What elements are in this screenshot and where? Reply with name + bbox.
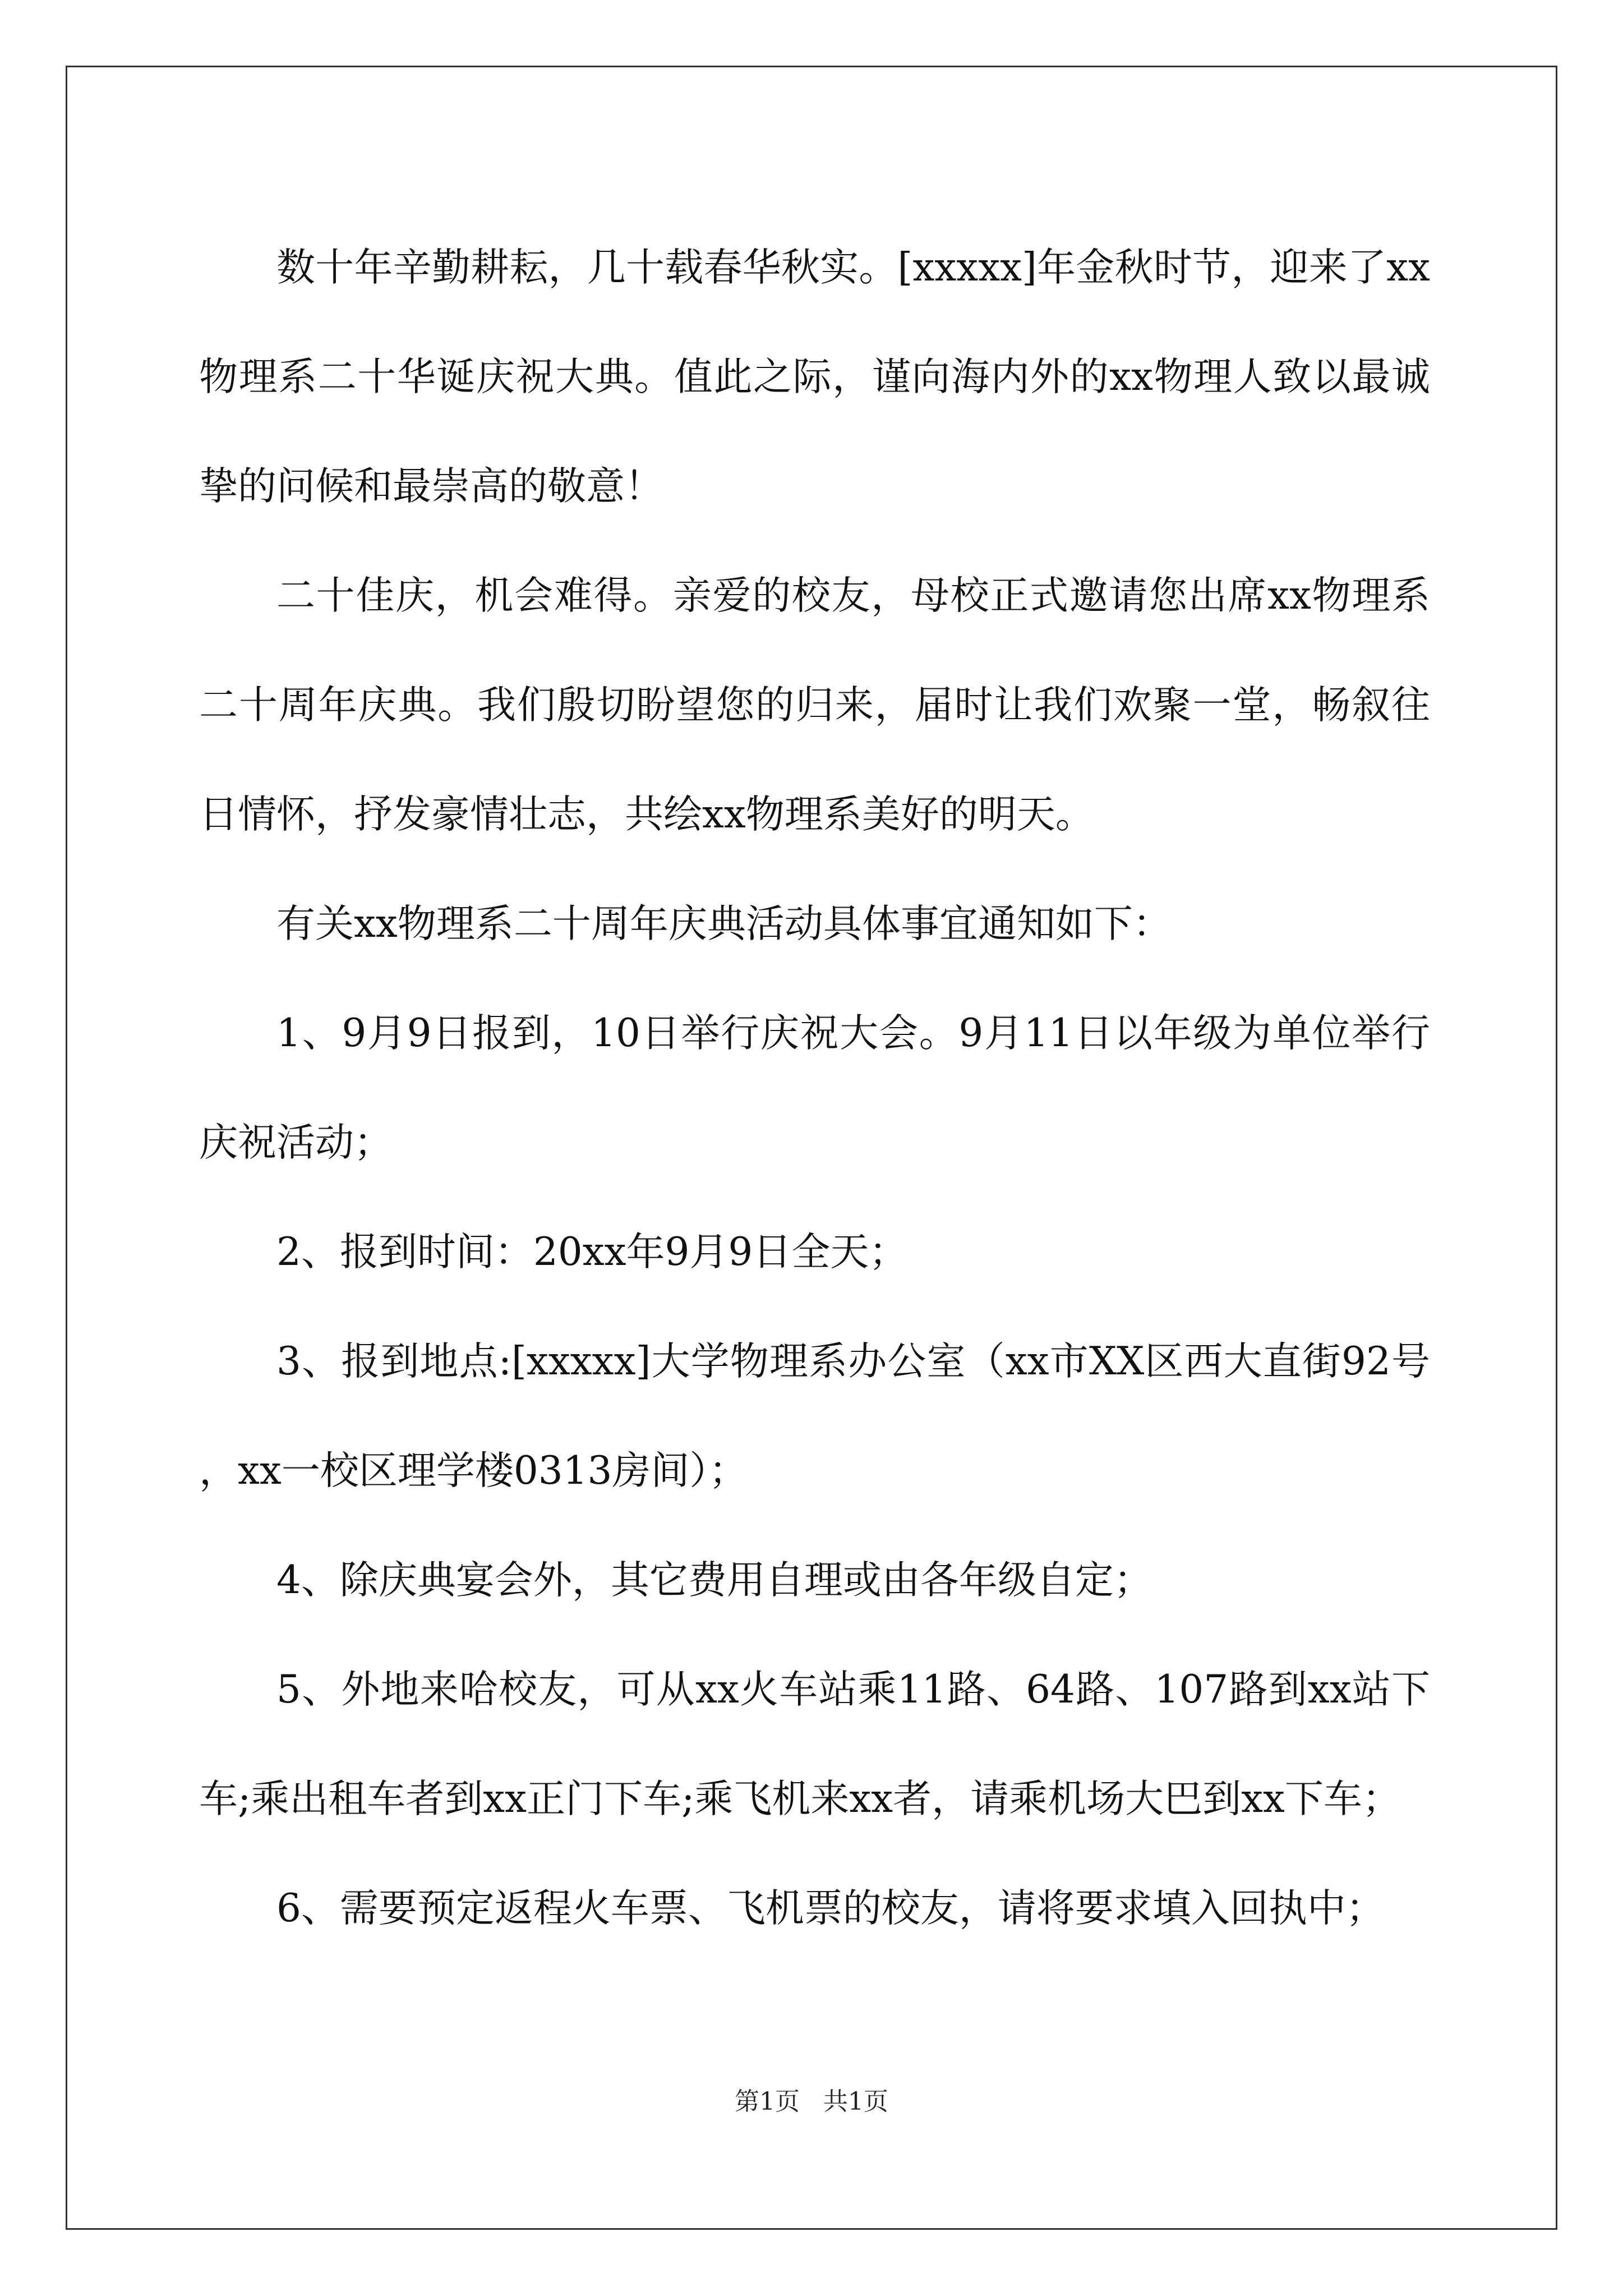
paragraph-4: 1、9月9日报到，10日举行庆祝大会。9月11日以年级为单位举行庆祝活动； <box>199 1011 1430 1165</box>
page-footer: 第1页 共1页 <box>735 2087 888 2116</box>
paragraph-7: 4、除庆典宴会外，其它费用自理或由各年级自定； <box>276 1558 1152 1603</box>
paragraph-8: 5、外地来哈校友，可从xx火车站乘11路、64路、107路到xx站下车;乘出租车者到xx正门下车;乘飞机来xx者，请乘机场大巴到xx下车； <box>199 1667 1430 1821</box>
paragraph-2: 二十佳庆，机会难得。亲爱的校友，母校正式邀请您出席xx物理系二十周年庆典。我们殷切盼望您的归来，届时让我们欢聚一堂，畅叙往日情怀，抒发豪情壮志，共绘xx物理系美好的明天。 <box>199 573 1430 837</box>
paragraph-5: 2、报到时间：20xx年9月9日全天； <box>276 1230 908 1274</box>
paragraph-1: 数十年辛勤耕耘，几十载春华秋实。[xxxxx]年金秋时节，迎来了xx物理系二十华诞庆祝大典。值此之际，谨向海内外的xx物理人致以最诚挚的问候和最崇高的敬意！ <box>199 245 1430 509</box>
paragraph-9: 6、需要预定返程火车票、飞机票的校友，请将要求填入回执中； <box>276 1886 1385 1931</box>
document-body <box>199 213 1430 1963</box>
paragraph-6: 3、报到地点:[xxxxx]大学物理系办公室（xx市XX区西大直街92号，xx一校区理学楼0313房间）； <box>199 1339 1430 1493</box>
paragraph-3: 有关xx物理系二十周年庆典活动具体事宜通知如下： <box>276 901 1172 946</box>
